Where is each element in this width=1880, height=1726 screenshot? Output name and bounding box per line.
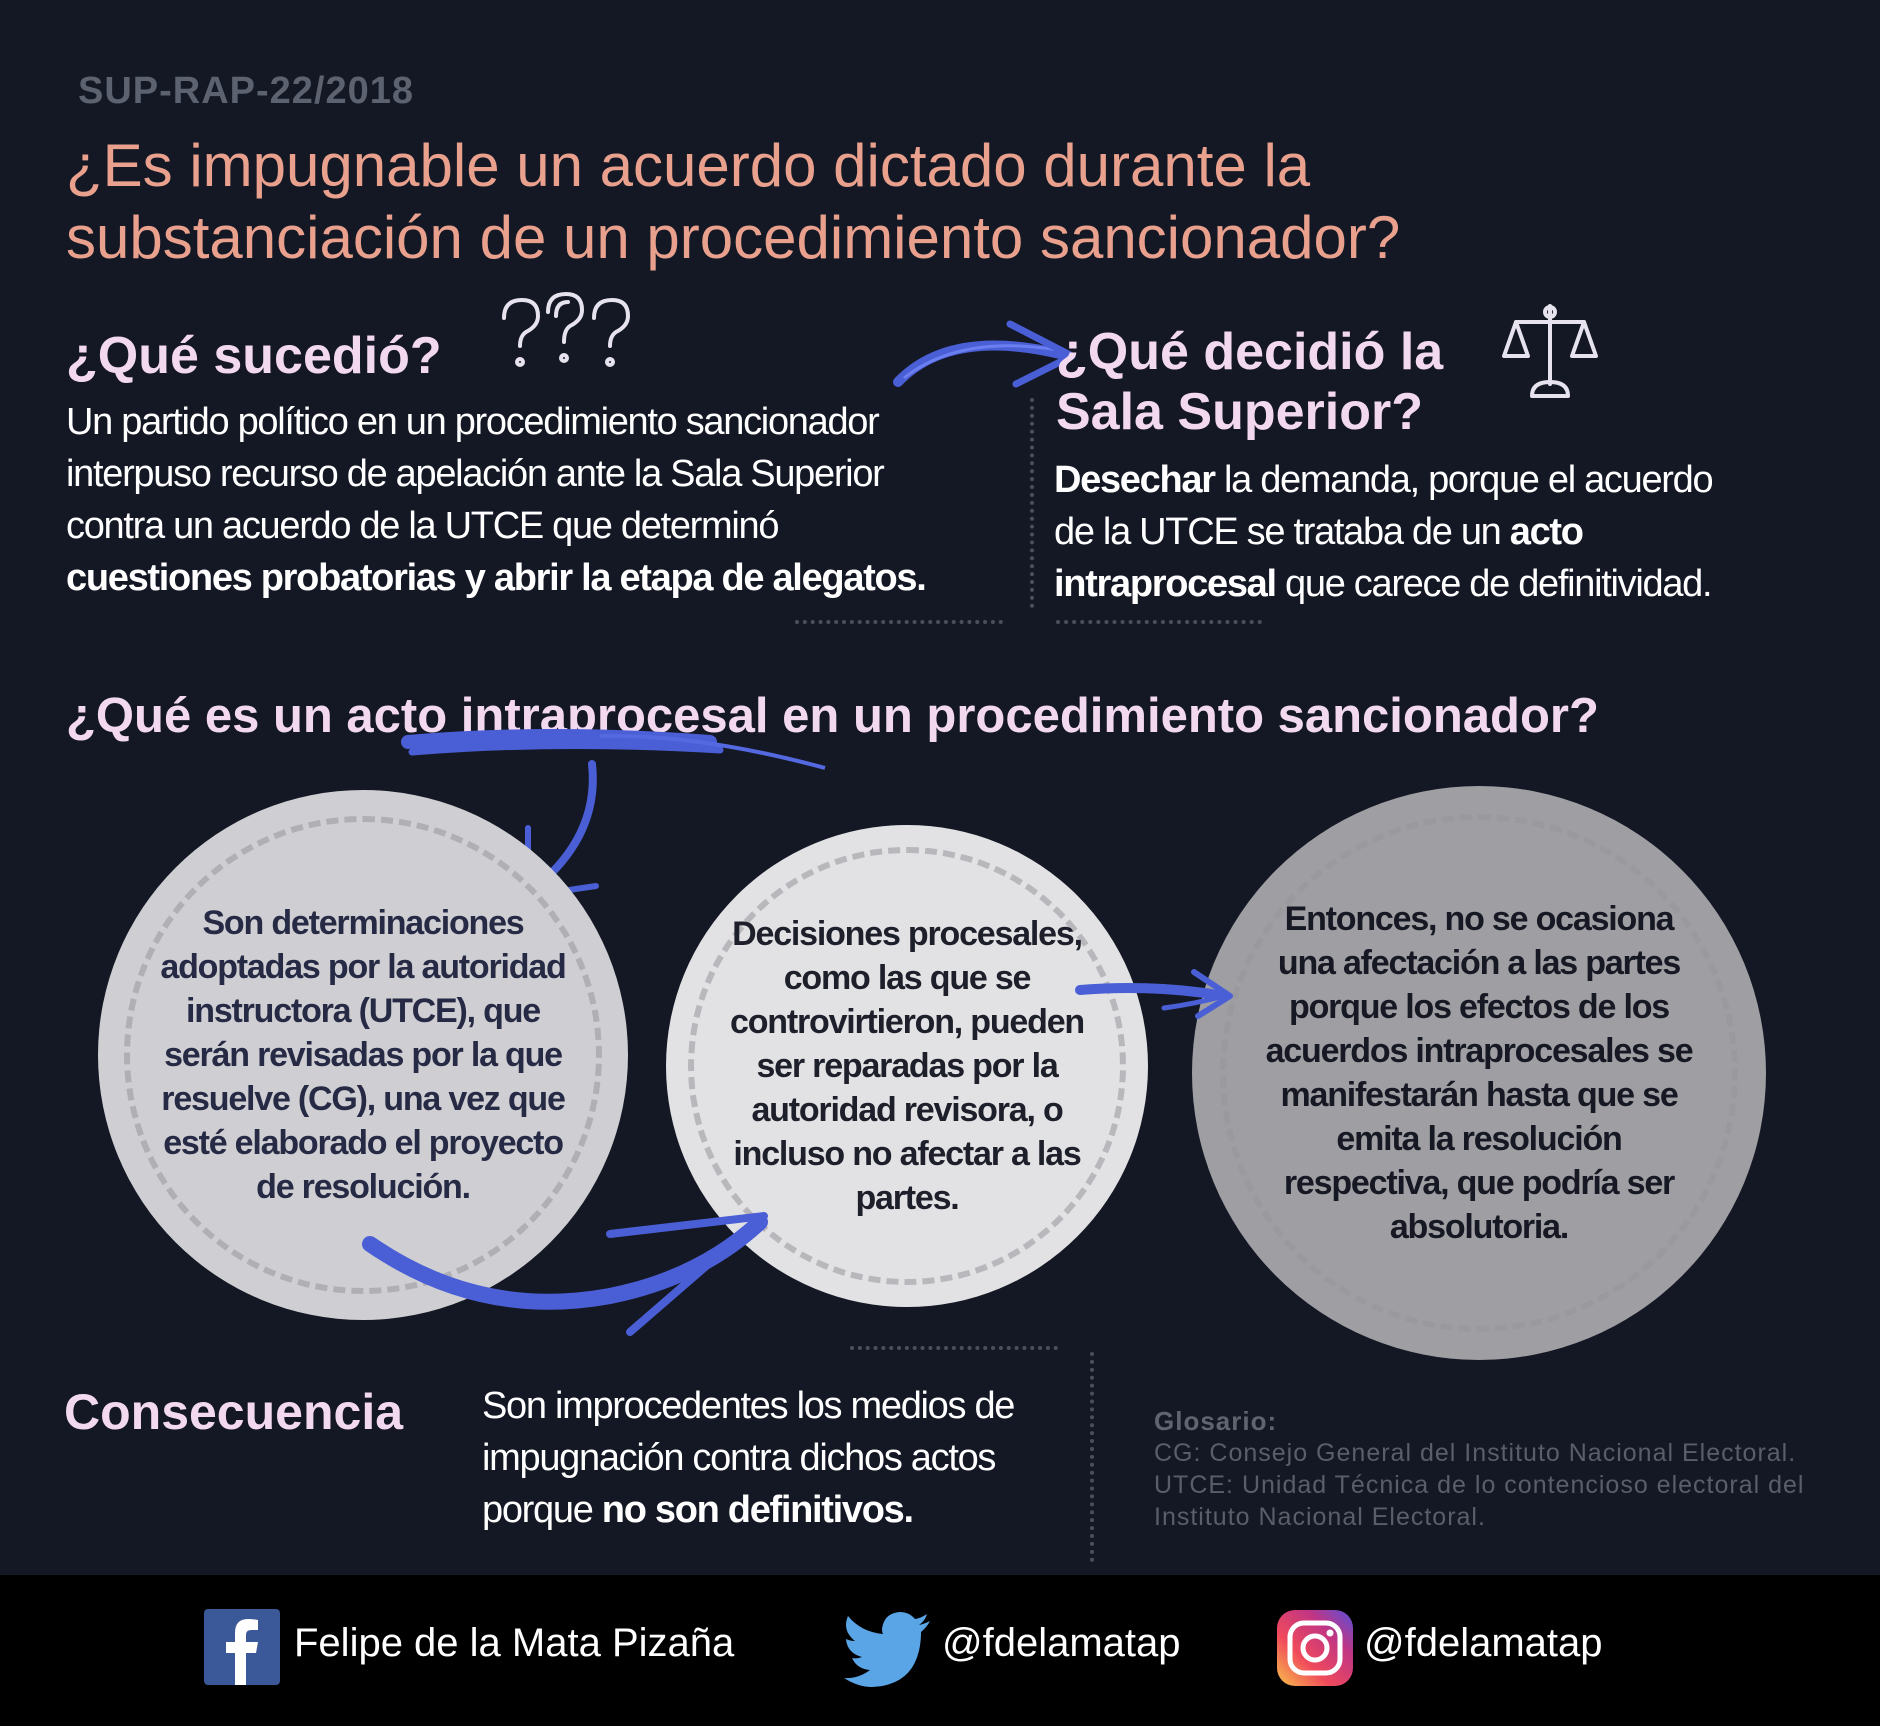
circle-consequence <box>1192 786 1766 1360</box>
scales-icon <box>1502 300 1598 404</box>
divider-dots <box>1056 620 1262 624</box>
what-happened-text <box>66 396 1026 604</box>
consequence-text-3: porque <box>482 1489 602 1531</box>
decision-line-3 <box>1054 558 1854 610</box>
decision-text-3: que carece de definitividad. <box>1275 563 1712 605</box>
circle-text: Son determinaciones adoptadas por la autoridad instructora (UTCE), que serán revisadas por la que resuelve (CG), una vez que esté elaborado el proyecto de resolución. <box>160 904 566 1206</box>
arrow-icon <box>1074 960 1244 1030</box>
title-line-2: substanciación de un procedimiento sancionador? <box>66 204 1401 271</box>
decision-text-1: la demanda, porque el acuerdo <box>1214 459 1713 501</box>
footer <box>0 1575 1880 1726</box>
what-happened-line-3: contra un acuerdo de la UTCE que determinó <box>66 505 779 547</box>
decision-bold-1: Desechar <box>1054 459 1215 501</box>
decision-text-2: de la UTCE se trataba de un <box>1054 511 1510 553</box>
decision-line-2 <box>1054 506 1854 558</box>
section-heading: ¿Qué es un acto intraprocesal en un procedimiento sancionador? <box>66 689 1599 743</box>
twitter-icon[interactable] <box>842 1611 932 1687</box>
facebook-icon[interactable] <box>204 1609 280 1685</box>
facebook-name[interactable]: Felipe de la Mata Pizaña <box>294 1621 735 1665</box>
what-happened-line-2: interpuso recurso de apelación ante la Sala Superior <box>66 453 884 495</box>
title-line-1: ¿Es impugnable un acuerdo dictado durante la <box>66 132 1311 199</box>
divider-dots-vertical <box>1030 398 1034 608</box>
what-happened-line-bold: cuestiones probatorias y abrir la etapa de alegatos. <box>66 557 926 599</box>
instagram-handle[interactable]: @fdelamatap <box>1364 1621 1603 1665</box>
decision-heading <box>1056 322 1443 442</box>
consequence-bold: no son definitivos. <box>601 1489 913 1531</box>
decision-bold-2: acto <box>1509 511 1583 553</box>
divider-dots <box>850 1346 1058 1350</box>
decision-text <box>1054 454 1854 610</box>
glossary-line-1: CG: Consejo General del Instituto Nacional Electoral. <box>1154 1439 1797 1467</box>
arrow-icon <box>360 1200 780 1350</box>
decision-heading-line-1: ¿Qué decidió la <box>1056 323 1444 381</box>
divider-dots-vertical <box>1090 1352 1094 1562</box>
decision-line-1 <box>1054 454 1854 506</box>
consequence-line-1: Son improcedentes los medios de <box>482 1385 1015 1427</box>
consequence-line-2: impugnación contra dichos actos <box>482 1437 996 1479</box>
glossary <box>1154 1406 1864 1533</box>
instagram-icon[interactable] <box>1276 1609 1354 1687</box>
consequence-heading: Consecuencia <box>64 1384 404 1440</box>
decision-heading-line-2: Sala Superior? <box>1056 383 1423 441</box>
twitter-handle[interactable]: @fdelamatap <box>942 1621 1181 1665</box>
page-title <box>66 130 1766 274</box>
glossary-line-3: Instituto Nacional Electoral. <box>1154 1503 1486 1531</box>
what-happened-heading: ¿Qué sucedió? <box>66 327 442 385</box>
decision-bold-3: intraprocesal <box>1054 563 1276 605</box>
glossary-line-2: UTCE: Unidad Técnica de lo contencioso electoral del <box>1154 1471 1805 1499</box>
what-happened-line-1: Un partido político en un procedimiento sancionador <box>66 401 879 443</box>
consequence-line-3 <box>482 1484 1082 1536</box>
circle-text: Entonces, no se ocasiona una afectación a las partes porque los efectos de los acuerdos intraprocesales se manifestarán hasta que se emita la resolución respectiva, que podría ser absolutoria. <box>1265 900 1693 1246</box>
case-number: SUP-RAP-22/2018 <box>78 70 415 112</box>
circle-text: Decisiones procesales, como las que se controvirtieron, pueden ser reparadas por la autoridad revisora, o incluso no afectar a las partes. <box>730 915 1084 1217</box>
glossary-title: Glosario: <box>1154 1406 1278 1436</box>
consequence-text <box>482 1380 1082 1536</box>
divider-dots <box>795 620 1003 624</box>
question-marks-icon <box>496 292 636 374</box>
